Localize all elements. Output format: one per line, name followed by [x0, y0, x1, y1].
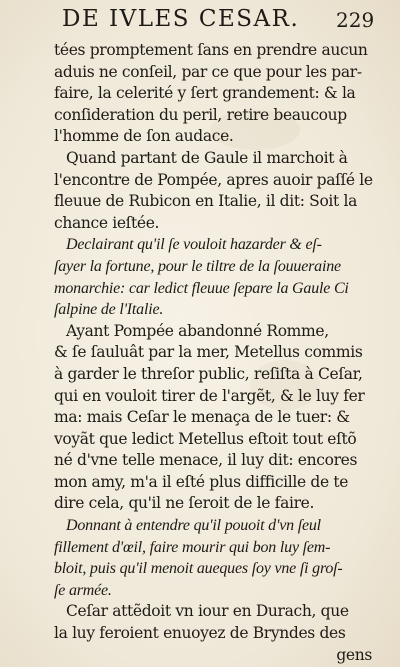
text-line: aduis ne conſeil, par ce que pour les par- [54, 62, 362, 81]
text-line: Quand partant de Gaule il marchoit à [66, 148, 348, 167]
text-line: voyãt que ledict Metellus eſtoit tout eſtõ [54, 429, 357, 448]
text-line: Ayant Pompée abandonné Romme, [66, 321, 329, 340]
page-number: 229 [336, 8, 375, 32]
text-line: l'homme de ſon audace. [54, 127, 234, 146]
commentary-line: ſalpine de l'Italie. [54, 301, 164, 319]
text-line: né d'vne telle menace, il luy dit: encores [54, 451, 358, 470]
text-line: & ſe ſauluât par la mer, Metellus commis [54, 343, 363, 362]
text-line: faire, la celerité y ſert grandement: & la [54, 84, 356, 103]
text-line: conſideration du peril, retire beaucoup [54, 105, 347, 124]
commentary-line: fillement d'œil, faire mourir qui bon luy ſem- [54, 538, 331, 556]
text-line: tées promptement ſans en prendre aucun [54, 41, 368, 59]
text-line: mon amy, m'a il eſté plus difficille de te [54, 472, 349, 491]
page-header [0, 6, 400, 36]
text-line: la luy feroient enuoyez de Bryndes des [54, 624, 346, 643]
commentary-line: bloit, puis qu'il menoit aueques ſoy vne ſi groſ- [54, 560, 343, 578]
text-line: fleuue de Rubicon en Italie, il dit: Soit la [54, 192, 357, 211]
commentary-line: monarchie: car ledict fleuue ſepare la Gaule Ci [54, 279, 349, 297]
text-line: l'encontre de Pompée, apres auoir paſſé le [54, 170, 373, 189]
commentary-line: Donnant à entendre qu'il pouoit d'vn ſeul [66, 517, 321, 535]
text-line: Ceſar attẽdoit vn iour en Durach, que [66, 602, 349, 621]
text-line: à garder le threſor public, reſiſta à Ceſar, [54, 364, 363, 383]
text-line: gens [336, 645, 372, 664]
running-head: DE IVLES CESAR. [62, 6, 300, 32]
text-line: ma: mais Ceſar le menaça de le tuer: & [54, 408, 350, 427]
text-line: dire cela, qu'il ne ſeroit de le faire. [54, 494, 315, 513]
text-line: qui en vouloit tirer de l'argẽt, & le luy fer [54, 386, 365, 405]
commentary-line: Declairant qu'il ſe vouloit hazarder & eſ- [66, 236, 322, 254]
body-text [54, 40, 376, 666]
commentary-line: ſe armée. [54, 581, 112, 599]
commentary-line: ſayer la fortune, pour le tiltre de la ſouueraine [54, 257, 341, 275]
text-line: chance ieſtée. [54, 213, 160, 232]
